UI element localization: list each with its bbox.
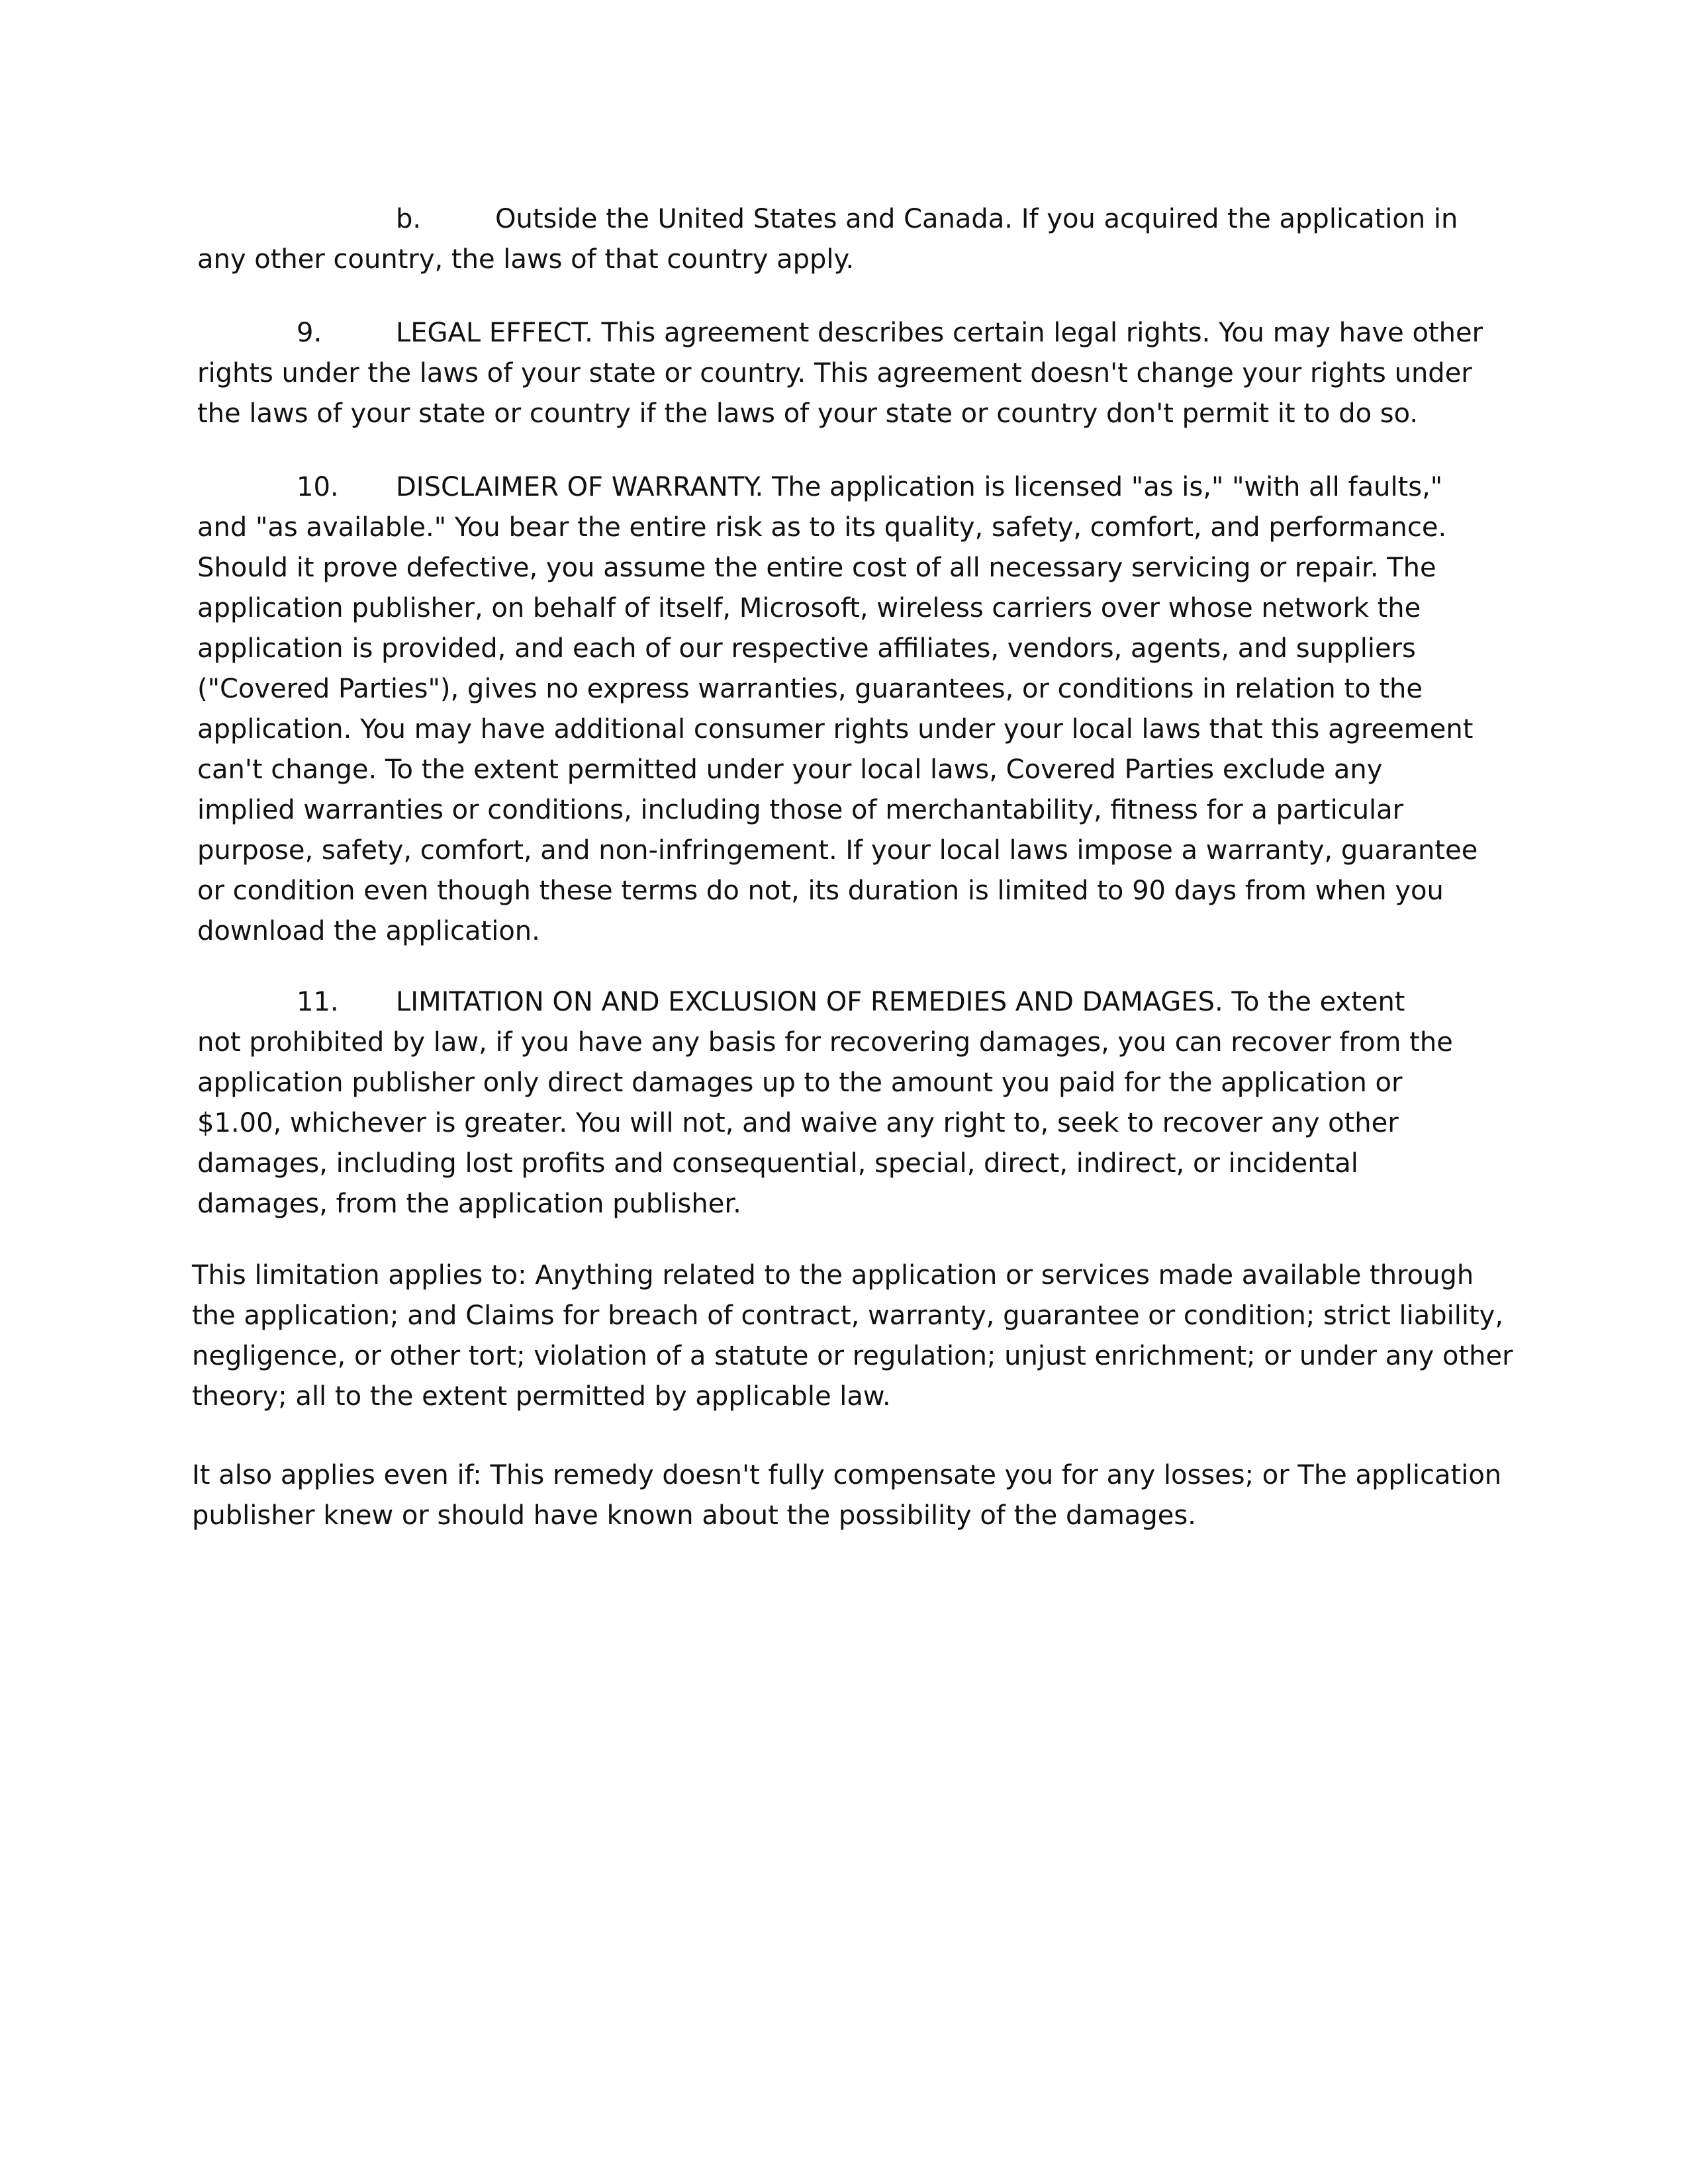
paragraph-line: It also applies even if: This remedy doesn't fully compensate you for any losses; or The application: [192, 1460, 1502, 1490]
paragraph-line: can't change. To the extent permitted under your local laws, Covered Parties exclude any: [197, 754, 1383, 785]
paragraph-line: This limitation applies to: Anything related to the application or services made available through: [192, 1260, 1474, 1291]
paragraph-line: the laws of your state or country if the laws of your state or country don't permit it to do so.: [197, 398, 1419, 429]
paragraph-line: DISCLAIMER OF WARRANTY. The application is licensed "as is," "with all faults,": [396, 472, 1443, 502]
paragraph-line: Outside the United States and Canada. If you acquired the application in: [495, 204, 1458, 234]
paragraph-line: not prohibited by law, if you have any basis for recovering damages, you can recover from the: [197, 1027, 1453, 1058]
paragraph-line: application publisher only direct damages up to the amount you paid for the application or: [197, 1068, 1403, 1098]
paragraph-marker: 11.: [297, 987, 339, 1017]
paragraph-line: or condition even though these terms do not, its duration is limited to 90 days from when you: [197, 876, 1444, 906]
paragraph-line: download the application.: [197, 916, 540, 946]
paragraph-line: damages, from the application publisher.: [197, 1189, 741, 1219]
paragraph-line: and "as available." You bear the entire risk as to its quality, safety, comfort, and performance.: [197, 512, 1447, 543]
paragraph-line: LEGAL EFFECT. This agreement describes certain legal rights. You may have other: [396, 318, 1483, 348]
paragraph-line: implied warranties or conditions, including those of merchantability, fitness for a particular: [197, 795, 1404, 825]
paragraph-line: application is provided, and each of our respective affiliates, vendors, agents, and suppliers: [197, 633, 1416, 664]
paragraph-b: [197, 199, 1521, 280]
paragraph-line: damages, including lost profits and consequential, special, direct, indirect, or incidental: [197, 1148, 1358, 1179]
paragraph-9-legal-effect: [197, 313, 1521, 434]
paragraph-limitation-applies: [192, 1255, 1556, 1417]
paragraph-marker: 9.: [297, 318, 322, 348]
paragraph-line: application. You may have additional consumer rights under your local laws that this agreement: [197, 714, 1474, 745]
paragraph-marker: b.: [396, 204, 422, 234]
paragraph-line: LIMITATION ON AND EXCLUSION OF REMEDIES AND DAMAGES. To the extent: [396, 987, 1405, 1017]
paragraph-line: the application; and Claims for breach of contract, warranty, guarantee or condition; strict liability,: [192, 1300, 1504, 1331]
paragraph-line: rights under the laws of your state or country. This agreement doesn't change your rights under: [197, 358, 1472, 388]
paragraph-marker: 10.: [297, 472, 339, 502]
paragraph-line: publisher knew or should have known about the possibility of the damages.: [192, 1500, 1196, 1531]
paragraph-line: any other country, the laws of that country apply.: [197, 244, 855, 275]
paragraph-line: theory; all to the extent permitted by applicable law.: [192, 1381, 891, 1412]
paragraph-line: negligence, or other tort; violation of a statute or regulation; unjust enrichment; or under any other: [192, 1341, 1513, 1371]
paragraph-line: $1.00, whichever is greater. You will not, and waive any right to, seek to recover any other: [197, 1108, 1399, 1138]
paragraph-line: Should it prove defective, you assume the entire cost of all necessary servicing or repair. The: [197, 553, 1436, 583]
paragraph-line: ("Covered Parties"), gives no express warranties, guarantees, or conditions in relation to the: [197, 674, 1423, 704]
paragraph-also-applies: [192, 1455, 1556, 1536]
paragraph-10-disclaimer-of-warranty: [197, 467, 1521, 952]
paragraph-line: purpose, safety, comfort, and non-infringement. If your local laws impose a warranty, guarantee: [197, 835, 1478, 866]
paragraph-line: application publisher, on behalf of itself, Microsoft, wireless carriers over whose network the: [197, 593, 1421, 623]
paragraph-11-limitation-of-remedies: [197, 982, 1521, 1224]
